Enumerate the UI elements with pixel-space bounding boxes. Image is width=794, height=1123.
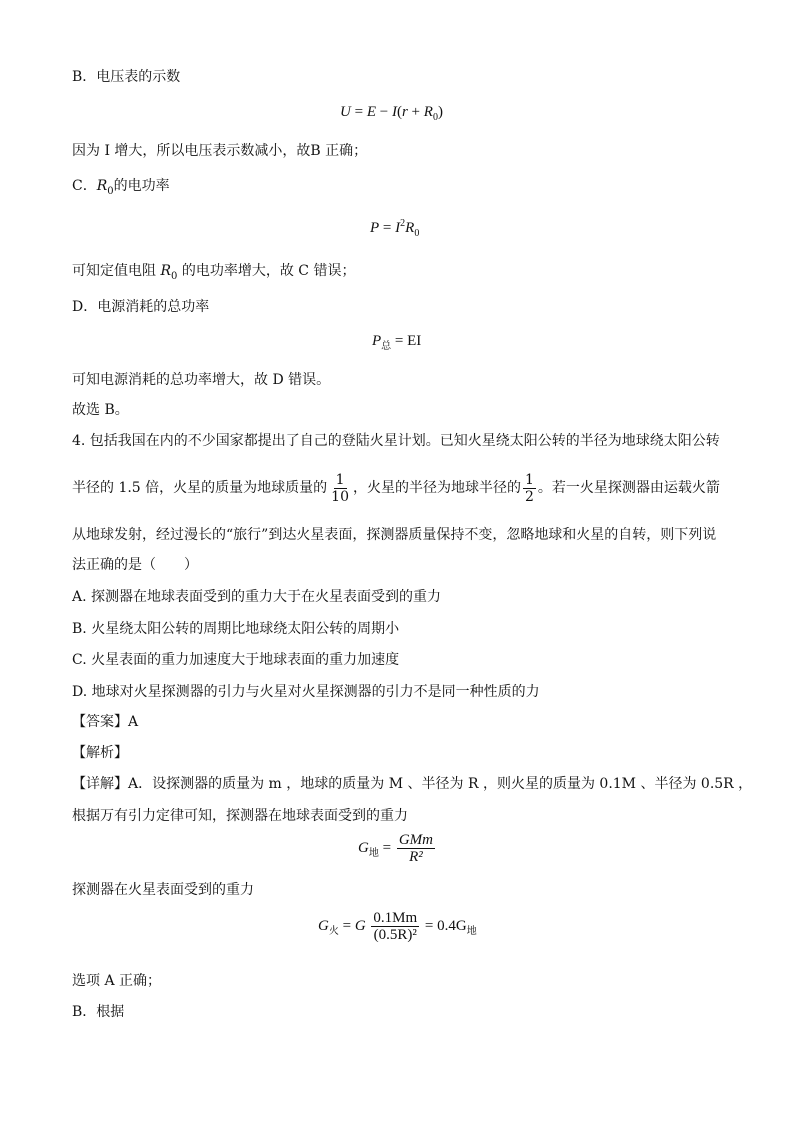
option-d: D. 地球对火星探测器的引力与火星对火星探测器的引力不是同一种性质的力	[72, 684, 540, 700]
analysis-label: 【解析】	[72, 745, 128, 761]
option-a: A. 探测器在地球表面受到的重力大于在火星表面受到的重力	[72, 589, 442, 605]
option-d-heading: D．电源消耗的总功率	[72, 299, 210, 315]
option-c-explanation: 可知定值电阻 $R_0$ 的电功率增大，故 C 错误；	[72, 263, 356, 282]
detail-line-4: 选项 A 正确；	[72, 973, 162, 989]
total-power-formula: $P_总$ = EI	[372, 333, 422, 352]
answer: 【答案】A	[72, 714, 139, 730]
question-line-2: 半径的 1.5 倍，火星的质量为地球质量的 $\frac{1}{10}$ ，火星的半径为地球半径的 $\frac{1}{2}$ 。若一火星探测器由运载火箭	[72, 471, 720, 505]
detail-line-2: 根据万有引力定律可知，探测器在地球表面受到的重力	[72, 808, 408, 824]
voltage-formula: $U = E - I(r + R_0)$	[340, 104, 443, 123]
conclusion: 故选 B。	[72, 402, 129, 418]
question-line-1: 4. 包括我国在内的不少国家都提出了自己的登陆火星计划。已知火星绕太阳公转的半径为地球绕太阳公转	[72, 433, 720, 449]
question-line-3: 从地球发射，经过漫长的“旅行”到达火星表面，探测器质量保持不变，忽略地球和火星的自转，则下列说	[72, 527, 717, 543]
power-formula: $P = I^2R_0$	[370, 218, 420, 239]
fraction-one-tenth: $\frac{1}{10}$	[331, 471, 349, 505]
option-b-explanation: 因为 I 增大，所以电压表示数减小，故B 正确；	[72, 143, 368, 159]
option-b-heading: B．电压表的示数	[72, 69, 181, 85]
option-d-explanation: 可知电源消耗的总功率增大，故 D 错误。	[72, 372, 331, 388]
question-line-4: 法正确的是（ ）	[72, 557, 198, 573]
earth-gravity-formula: $G_地$ = $\frac{\text{GMm}}{\text{R²}}$	[358, 832, 433, 865]
fraction-one-half: $\frac{1}{2}$	[525, 471, 534, 505]
option-b: B. 火星绕太阳公转的周期比地球绕太阳公转的周期小	[72, 621, 400, 637]
detail-line-1: 【详解】A．设探测器的质量为 m ，地球的质量为 M 、半径为 R ，则火星的质量为 0.1M 、半径为 0.5R ，	[72, 776, 753, 792]
detail-line-3: 探测器在火星表面受到的重力	[72, 882, 254, 898]
detail-line-5: B．根据	[72, 1004, 125, 1020]
mars-gravity-formula: $G_火 = G$ $\frac{0.1Mm}{\text{(0.5R)²}}$ = $0.4G_地$	[318, 910, 477, 943]
option-c: C. 火星表面的重力加速度大于地球表面的重力加速度	[72, 652, 400, 668]
option-c-heading: C．$R_0$的电功率	[72, 178, 170, 197]
